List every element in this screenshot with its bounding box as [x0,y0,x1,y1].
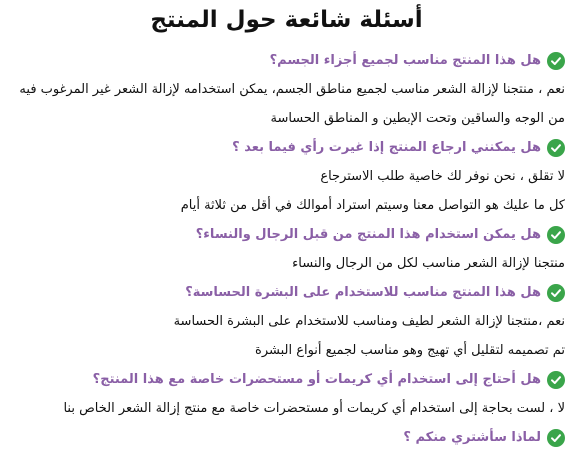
faq-question[interactable] [8,220,565,249]
faq-question-text: هل يمكن استخدام هذا المنتج من قبل الرجال والنساء؟ [195,226,541,242]
check-circle-icon [547,52,565,70]
faq-answer-line: لا ، لست بحاجة إلى استخدام أي كريمات أو مستحضرات خاصة مع منتج إزالة الشعر الخاص بنا [63,401,565,416]
check-circle-icon [547,226,565,244]
faq-question-text: هل هذا المنتج مناسب للاستخدام على البشرة الحساسة؟ [185,284,541,300]
check-circle-icon [547,371,565,389]
check-circle-icon [547,139,565,157]
faq-answer-line: نعم ،منتجنا لإزالة الشعر لطيف ومناسب للاستخدام على البشرة الحساسة [173,314,565,329]
faq-item [8,133,565,220]
faq-answer-line: لا تقلق ، نحن نوفر لك خاصية طلب الاسترجاع [320,169,565,184]
faq-list [8,46,565,452]
faq-answer-line: نعم ، منتجنا لإزالة الشعر مناسب لجميع مناطق الجسم، يمكن استخدامه لإزالة الشعر غير المرغوب فيه [19,82,565,97]
faq-question[interactable] [8,46,565,75]
faq-question[interactable] [8,423,565,452]
faq-answer-line: منتجنا لإزالة الشعر مناسب لكل من الرجال والنساء [292,256,565,271]
faq-item [8,423,565,452]
faq-item [8,46,565,133]
faq-answer-line: من الوجه والساقين وتحت الإبطين و المناطق الحساسة [270,111,565,126]
faq-question-text: هل أحتاج إلى استخدام أي كريمات أو مستحضرات خاصة مع هذا المنتج؟ [92,371,541,387]
faq-question[interactable] [8,278,565,307]
faq-item [8,220,565,278]
check-circle-icon [547,429,565,447]
page-title: أسئلة شائعة حول المنتج [150,7,423,33]
faq-question[interactable] [8,365,565,394]
faq-question[interactable] [8,133,565,162]
faq-question-text: لماذا سأشتري منكم ؟ [403,429,541,445]
faq-item [8,278,565,365]
faq-question-text: هل يمكنني ارجاع المنتج إذا غيرت رأي فيما بعد ؟ [232,139,541,155]
faq-item [8,365,565,423]
faq-answer-line: تم تصميمه لتقليل أي تهيج وهو مناسب لجميع أنواع البشرة [255,343,565,358]
faq-question-text: هل هذا المنتج مناسب لجميع أجزاء الجسم؟ [269,52,541,68]
check-circle-icon [547,284,565,302]
faq-answer-line: كل ما عليك هو التواصل معنا وسيتم استراد أموالك في أقل من ثلاثة أيام [180,198,565,213]
